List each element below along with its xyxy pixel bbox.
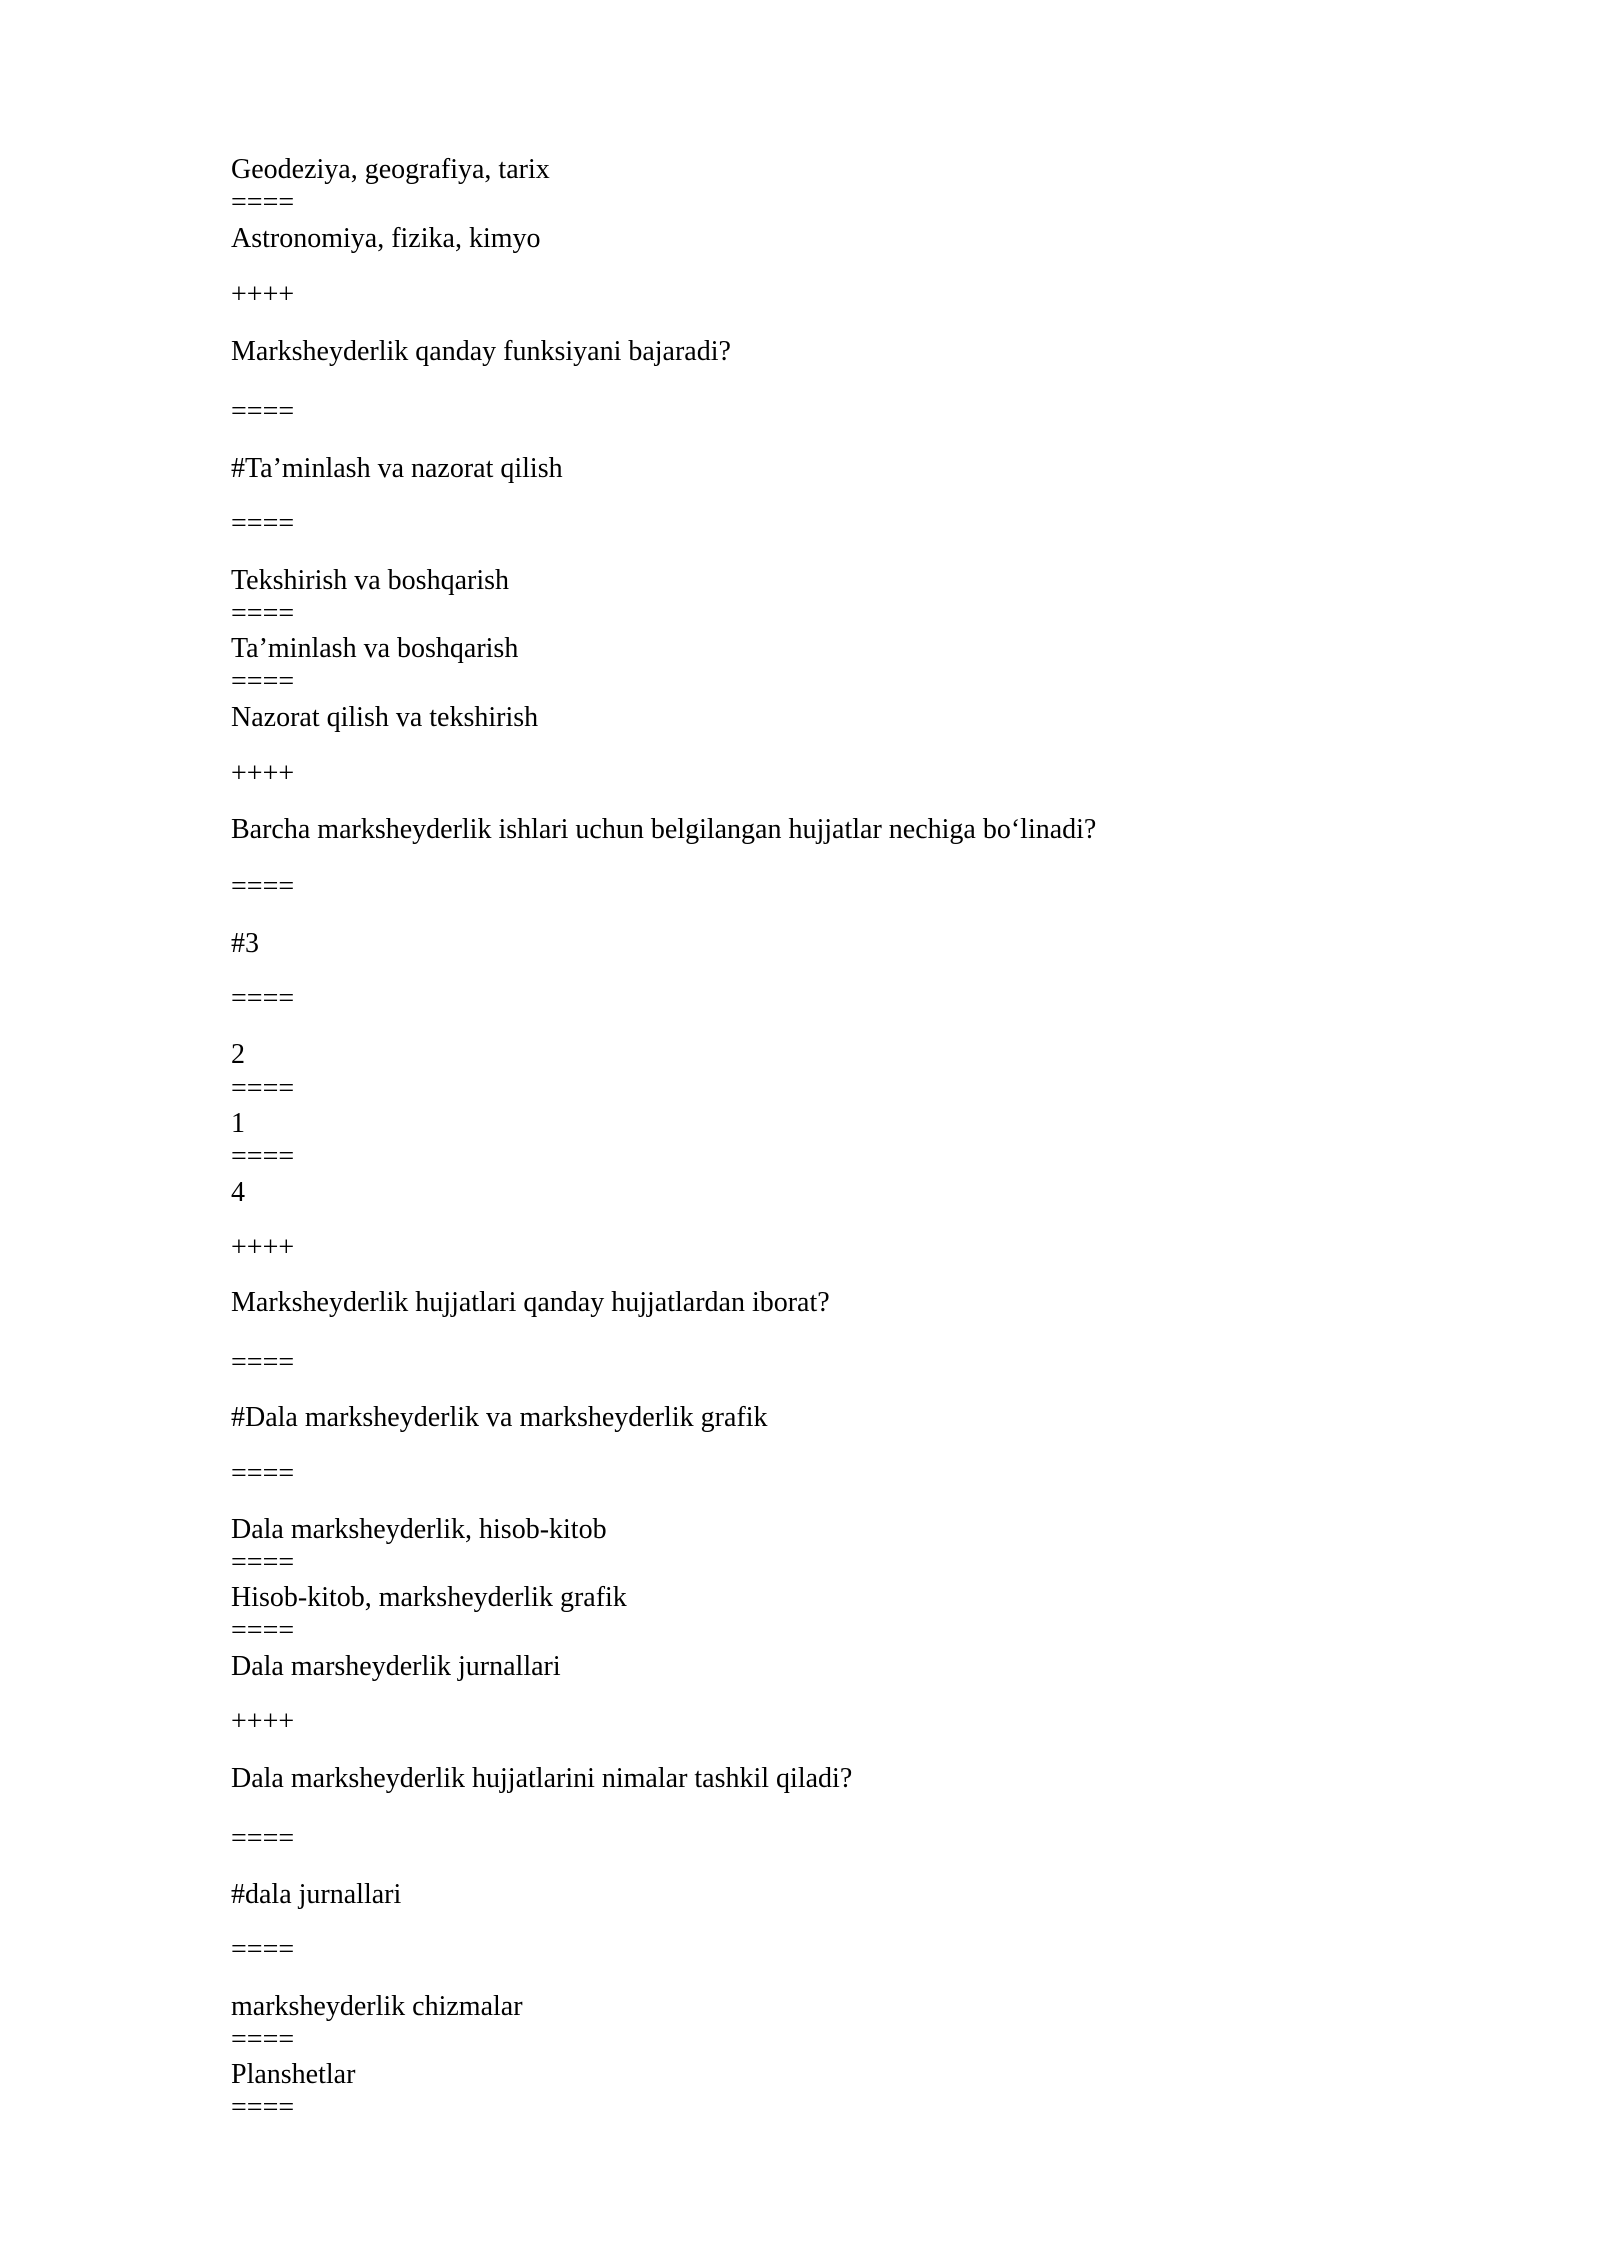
separator-line: ==== — [231, 598, 295, 629]
correct-answer-option: #dala jurnallari — [231, 1879, 402, 1910]
question-text: Dala marksheyderlik hujjatlarini nimalar tashkil qiladi? — [231, 1763, 853, 1794]
answer-option: Planshetlar — [231, 2059, 356, 2090]
answer-option: 4 — [231, 1177, 245, 1208]
separator-line: ==== — [231, 1458, 295, 1489]
answer-option: marksheyderlik chizmalar — [231, 1991, 523, 2022]
separator-line: ==== — [231, 1934, 295, 1965]
separator-line: ==== — [231, 2092, 295, 2123]
separator-line: ==== — [231, 1073, 295, 1104]
separator-line: ==== — [231, 396, 295, 427]
correct-answer-option: #3 — [231, 928, 259, 959]
answer-option: Astronomiya, fizika, kimyo — [231, 223, 541, 254]
correct-answer-option: #Dala marksheyderlik va marksheyderlik grafik — [231, 1402, 768, 1433]
answer-option: Hisob-kitob, marksheyderlik grafik — [231, 1582, 627, 1613]
answer-option: 2 — [231, 1039, 245, 1070]
answer-option: Geodeziya, geografiya, tarix — [231, 154, 550, 185]
answer-option: 1 — [231, 1108, 245, 1139]
question-text: Marksheyderlik qanday funksiyani bajaradi? — [231, 336, 731, 367]
question-separator: ++++ — [231, 1232, 295, 1263]
question-separator: ++++ — [231, 758, 295, 789]
answer-option: Dala marsheyderlik jurnallari — [231, 1651, 561, 1682]
answer-option: Nazorat qilish va tekshirish — [231, 702, 539, 733]
separator-line: ==== — [231, 1823, 295, 1854]
separator-line: ==== — [231, 187, 295, 218]
question-separator: ++++ — [231, 1706, 295, 1737]
separator-line: ==== — [231, 1141, 295, 1172]
separator-line: ==== — [231, 1615, 295, 1646]
answer-option: Ta’minlash va boshqarish — [231, 633, 519, 664]
question-text: Barcha marksheyderlik ishlari uchun belgilangan hujjatlar nechiga bo‘linadi? — [231, 814, 1097, 845]
separator-line: ==== — [231, 2024, 295, 2055]
separator-line: ==== — [231, 871, 295, 902]
separator-line: ==== — [231, 666, 295, 697]
separator-line: ==== — [231, 1547, 295, 1578]
separator-line: ==== — [231, 1347, 295, 1378]
question-text: Marksheyderlik hujjatlari qanday hujjatlardan iborat? — [231, 1287, 830, 1318]
separator-line: ==== — [231, 508, 295, 539]
separator-line: ==== — [231, 983, 295, 1014]
answer-option: Dala marksheyderlik, hisob-kitob — [231, 1514, 607, 1545]
correct-answer-option: #Ta’minlash va nazorat qilish — [231, 453, 563, 484]
question-separator: ++++ — [231, 279, 295, 310]
answer-option: Tekshirish va boshqarish — [231, 565, 510, 596]
